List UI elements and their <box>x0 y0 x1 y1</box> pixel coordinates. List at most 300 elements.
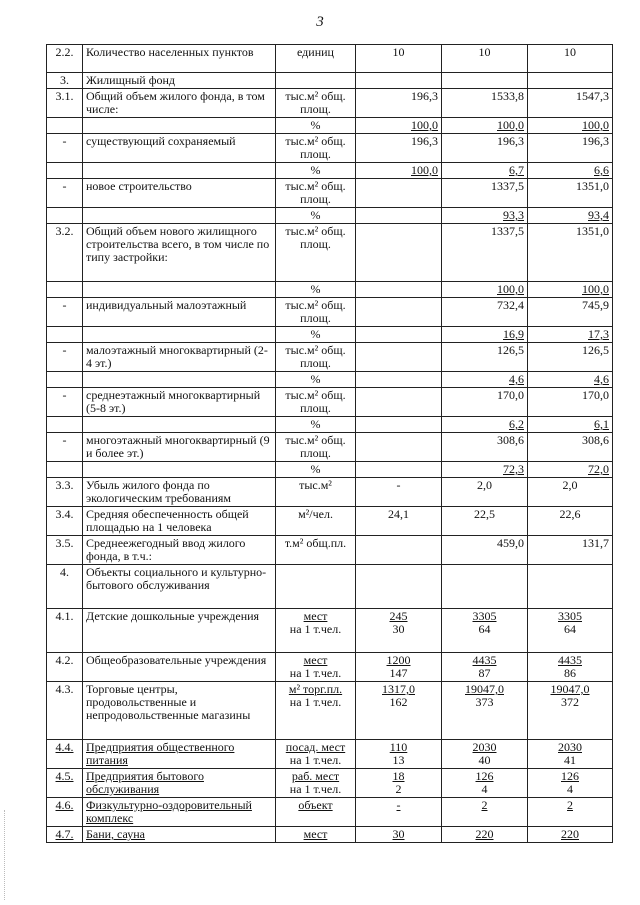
row-name <box>83 417 276 433</box>
table-row <box>47 740 613 769</box>
value-1 <box>356 298 442 327</box>
table-row <box>47 179 613 208</box>
value-text: 1337,5 <box>491 224 524 238</box>
row-name-text: малоэтажный многоквартирный (2-4 эт.) <box>86 343 268 370</box>
table-row <box>47 507 613 536</box>
row-name <box>83 343 276 372</box>
value-3 <box>528 327 613 343</box>
row-number <box>47 798 83 827</box>
value-1 <box>356 179 442 208</box>
row-unit <box>276 740 356 769</box>
row-name <box>83 372 276 388</box>
value-text: 22,6 <box>559 507 581 521</box>
value-text: 1533,8 <box>491 89 524 103</box>
value-text: 72,3 <box>503 462 524 476</box>
row-name <box>83 507 276 536</box>
row-number-text: - <box>62 134 67 148</box>
value-3 <box>528 343 613 372</box>
row-unit <box>276 798 356 827</box>
value-2 <box>442 433 528 462</box>
row-name <box>83 134 276 163</box>
row-number <box>47 163 83 179</box>
row-unit <box>276 118 356 134</box>
row-name-text: Общий объем жилого фонда, в том числе: <box>86 89 265 116</box>
value-2 <box>442 740 528 769</box>
value-2 <box>442 89 528 118</box>
value-text: 24,1 <box>388 507 409 521</box>
value-3 <box>528 118 613 134</box>
row-name <box>83 118 276 134</box>
value-1 <box>356 462 442 478</box>
value-text: 745,9 <box>582 298 609 312</box>
value-1 <box>356 73 442 89</box>
unit-numerator: мест <box>303 827 328 841</box>
page-number: 3 <box>316 14 324 30</box>
value-2 <box>442 179 528 208</box>
row-name-text: индивидуальный малоэтажный <box>86 298 247 312</box>
row-number-text: 4.1. <box>55 609 74 623</box>
value-denominator: 4 <box>481 782 488 796</box>
row-unit <box>276 89 356 118</box>
unit-text: тыс.м² общ. площ. <box>285 343 346 370</box>
row-number <box>47 134 83 163</box>
value-1 <box>356 682 442 740</box>
value-2 <box>442 208 528 224</box>
table-row <box>47 208 613 224</box>
value-denominator: 87 <box>478 666 491 680</box>
unit-numerator: посад. мест <box>285 740 346 754</box>
table-row <box>47 224 613 282</box>
value-1 <box>356 89 442 118</box>
value-denominator: 147 <box>389 666 408 680</box>
row-number-text: - <box>62 388 67 402</box>
row-number <box>47 73 83 89</box>
value-3 <box>528 388 613 417</box>
value-3 <box>528 609 613 653</box>
row-name <box>83 462 276 478</box>
table-body <box>47 45 613 843</box>
value-text: 93,4 <box>588 208 609 222</box>
value-text: 6,2 <box>509 417 524 431</box>
value-text: 732,4 <box>497 298 524 312</box>
value-numerator: 4435 <box>558 653 582 667</box>
value-denominator: 373 <box>475 695 494 709</box>
table-row <box>47 89 613 118</box>
row-name <box>83 89 276 118</box>
row-unit <box>276 507 356 536</box>
row-number-text: 4.4. <box>55 740 74 754</box>
value-numerator: 3305 <box>558 609 582 623</box>
value-text: 1351,0 <box>576 224 609 238</box>
unit-text: % <box>310 208 321 222</box>
row-number-text: 3.3. <box>55 478 74 492</box>
value-2 <box>442 417 528 433</box>
value-3 <box>528 682 613 740</box>
unit-text: единиц <box>297 45 334 59</box>
value-numerator: 19047,0 <box>550 682 590 696</box>
value-text: 196,3 <box>411 134 438 148</box>
value-2 <box>442 536 528 565</box>
row-unit <box>276 179 356 208</box>
row-unit <box>276 653 356 682</box>
row-unit <box>276 163 356 179</box>
value-2 <box>442 372 528 388</box>
row-unit <box>276 462 356 478</box>
row-number <box>47 298 83 327</box>
unit-text: % <box>310 282 321 296</box>
value-numerator: 245 <box>389 609 408 623</box>
value-text: 131,7 <box>582 536 609 550</box>
unit-text: % <box>310 118 321 132</box>
value-numerator: 2030 <box>558 740 582 754</box>
unit-numerator: раб. мест <box>291 769 340 783</box>
row-name <box>83 298 276 327</box>
row-name-text: Бани, сауна <box>86 827 145 841</box>
value-3 <box>528 478 613 507</box>
value-text: 1351,0 <box>576 179 609 193</box>
row-unit <box>276 417 356 433</box>
value-text: 170,0 <box>582 388 609 402</box>
unit-denominator: на 1 т.чел. <box>289 666 342 680</box>
row-number <box>47 208 83 224</box>
value-2 <box>442 73 528 89</box>
row-number-text: - <box>62 343 67 357</box>
value-1 <box>356 769 442 798</box>
row-unit <box>276 343 356 372</box>
row-number <box>47 653 83 682</box>
row-unit <box>276 73 356 89</box>
value-1 <box>356 433 442 462</box>
unit-denominator: на 1 т.чел. <box>289 695 342 709</box>
value-3 <box>528 740 613 769</box>
row-name <box>83 478 276 507</box>
table-row <box>47 682 613 740</box>
row-number <box>47 507 83 536</box>
row-number <box>47 417 83 433</box>
value-text: 16,9 <box>503 327 524 341</box>
value-1 <box>356 45 442 73</box>
row-number-text: 4.2. <box>55 653 74 667</box>
row-name <box>83 208 276 224</box>
value-denominator: 86 <box>564 666 576 680</box>
row-unit <box>276 298 356 327</box>
row-name <box>83 827 276 843</box>
row-name <box>83 163 276 179</box>
row-name-text: Общий объем нового жилищного строительства всего, в том числе по типу застройки: <box>86 224 270 264</box>
value-text: 17,3 <box>588 327 609 341</box>
value-2 <box>442 507 528 536</box>
value-1 <box>356 134 442 163</box>
value-2 <box>442 327 528 343</box>
row-number <box>47 343 83 372</box>
value-3 <box>528 45 613 73</box>
row-number <box>47 372 83 388</box>
value-3 <box>528 179 613 208</box>
table-row <box>47 433 613 462</box>
table-row <box>47 73 613 89</box>
value-denominator: 162 <box>389 695 408 709</box>
table-row <box>47 327 613 343</box>
table-row <box>47 45 613 73</box>
row-unit <box>276 327 356 343</box>
unit-text: тыс.м² общ. площ. <box>285 298 346 325</box>
value-2 <box>442 798 528 827</box>
row-number <box>47 45 83 73</box>
margin-mark <box>4 810 11 900</box>
row-name <box>83 798 276 827</box>
value-2 <box>442 282 528 298</box>
value-1 <box>356 653 442 682</box>
row-name <box>83 565 276 609</box>
value-1 <box>356 827 442 843</box>
row-number <box>47 462 83 478</box>
table-row <box>47 343 613 372</box>
table-row <box>47 609 613 653</box>
row-number <box>47 609 83 653</box>
table-row <box>47 298 613 327</box>
value-text: - <box>396 478 401 492</box>
value-2 <box>442 827 528 843</box>
value-2 <box>442 343 528 372</box>
value-denominator: 41 <box>564 753 576 767</box>
row-name-text: Предприятия бытового обслуживания <box>86 769 204 796</box>
row-name <box>83 73 276 89</box>
value-text: 72,0 <box>588 462 609 476</box>
value-3 <box>528 507 613 536</box>
row-name <box>83 769 276 798</box>
unit-text: % <box>310 462 321 476</box>
row-name-text: Объекты социального и культурно- бытового обслуживания <box>86 565 267 592</box>
unit-denominator: на 1 т.чел. <box>289 782 342 796</box>
row-number-text: 3. <box>60 73 69 87</box>
row-unit <box>276 224 356 282</box>
row-unit <box>276 682 356 740</box>
value-text: 100,0 <box>582 282 609 296</box>
value-text: 308,6 <box>582 433 609 447</box>
value-text: 126,5 <box>497 343 524 357</box>
value-numerator: 1317,0 <box>382 682 415 696</box>
value-2 <box>442 118 528 134</box>
value-text: 196,3 <box>411 89 438 103</box>
table-row <box>47 134 613 163</box>
value-1 <box>356 417 442 433</box>
value-numerator: 1200 <box>386 653 411 667</box>
row-name <box>83 179 276 208</box>
value-denominator: 30 <box>392 622 405 636</box>
value-2 <box>442 298 528 327</box>
value-text: 10 <box>478 45 491 59</box>
value-3 <box>528 224 613 282</box>
value-3 <box>528 536 613 565</box>
row-number <box>47 89 83 118</box>
value-numerator: 3305 <box>472 609 497 623</box>
value-text: 126,5 <box>582 343 609 357</box>
value-text: 2,0 <box>562 478 578 492</box>
value-numerator: 220 <box>561 827 579 841</box>
value-text: 196,3 <box>582 134 609 148</box>
table-row <box>47 462 613 478</box>
indicators-table <box>46 44 613 843</box>
row-unit <box>276 827 356 843</box>
row-number <box>47 769 83 798</box>
value-text: 6,6 <box>594 163 609 177</box>
row-name-text: Физкультурно-оздоровительный комплекс <box>86 798 252 825</box>
value-numerator: 110 <box>389 740 408 754</box>
row-number <box>47 740 83 769</box>
row-number <box>47 282 83 298</box>
row-number-text: 4. <box>60 565 69 579</box>
value-3 <box>528 73 613 89</box>
value-numerator: - <box>396 798 401 812</box>
unit-text: тыс.м² общ. площ. <box>285 388 346 415</box>
row-name <box>83 433 276 462</box>
table-row <box>47 478 613 507</box>
value-1 <box>356 282 442 298</box>
row-number <box>47 388 83 417</box>
value-numerator: 18 <box>392 769 405 783</box>
value-denominator: 64 <box>564 622 576 636</box>
table-row <box>47 372 613 388</box>
value-numerator: 126 <box>561 769 579 783</box>
table-row <box>47 769 613 798</box>
row-number-text: 4.5. <box>55 769 74 783</box>
row-unit <box>276 609 356 653</box>
row-unit <box>276 134 356 163</box>
value-1 <box>356 327 442 343</box>
value-denominator: 13 <box>392 753 405 767</box>
row-name-text: Средняя обеспеченность общей площадью на 1 человека <box>86 507 249 534</box>
row-name-text: Детские дошкольные учреждения <box>86 609 260 623</box>
value-1 <box>356 208 442 224</box>
value-3 <box>528 769 613 798</box>
row-unit <box>276 769 356 798</box>
value-3 <box>528 798 613 827</box>
row-unit <box>276 565 356 609</box>
row-name <box>83 609 276 653</box>
value-2 <box>442 565 528 609</box>
row-name-text: Предприятия общественного питания <box>86 740 235 767</box>
value-text: 1547,3 <box>576 89 609 103</box>
value-text: 459,0 <box>497 536 524 550</box>
unit-text: тыс.м² общ. площ. <box>285 224 346 251</box>
value-1 <box>356 536 442 565</box>
value-2 <box>442 45 528 73</box>
unit-denominator: на 1 т.чел. <box>289 753 342 767</box>
row-name-text: новое строительство <box>86 179 192 193</box>
row-name-text: Общеобразовательные учреждения <box>86 653 267 667</box>
table-row <box>47 565 613 609</box>
unit-text: т.м² общ.пл. <box>284 536 347 550</box>
value-3 <box>528 208 613 224</box>
row-unit <box>276 45 356 73</box>
unit-text: % <box>310 163 321 177</box>
row-unit <box>276 208 356 224</box>
row-name <box>83 653 276 682</box>
value-text: 100,0 <box>411 118 438 132</box>
table-row <box>47 653 613 682</box>
row-name <box>83 740 276 769</box>
unit-text: тыс.м² общ. площ. <box>285 433 346 460</box>
row-unit <box>276 536 356 565</box>
row-number-text: 2.2. <box>55 45 74 59</box>
unit-numerator: мест <box>303 653 328 667</box>
value-text: 100,0 <box>582 118 609 132</box>
row-name-text: среднеэтажный многоквартирный (5-8 эт.) <box>86 388 261 415</box>
value-numerator: 19047,0 <box>465 682 504 696</box>
value-numerator: 4435 <box>472 653 497 667</box>
row-number <box>47 536 83 565</box>
row-number <box>47 327 83 343</box>
value-3 <box>528 827 613 843</box>
value-1 <box>356 388 442 417</box>
value-text: 196,3 <box>497 134 524 148</box>
value-denominator: 2 <box>395 782 402 796</box>
value-3 <box>528 134 613 163</box>
value-1 <box>356 343 442 372</box>
value-text: 6,7 <box>509 163 524 177</box>
row-unit <box>276 372 356 388</box>
row-number-text: - <box>62 433 67 447</box>
value-1 <box>356 798 442 827</box>
value-2 <box>442 769 528 798</box>
row-number <box>47 827 83 843</box>
value-numerator: 2 <box>481 798 488 812</box>
row-number-text: 4.6. <box>55 798 74 812</box>
value-numerator: 126 <box>475 769 494 783</box>
value-numerator: 220 <box>475 827 494 841</box>
table-row <box>47 163 613 179</box>
row-name <box>83 327 276 343</box>
table-row <box>47 118 613 134</box>
row-number <box>47 118 83 134</box>
row-name-text: Жилищный фонд <box>86 73 176 87</box>
unit-numerator: объект <box>298 798 333 812</box>
row-number-text: 4.3. <box>55 682 74 696</box>
value-text: 93,3 <box>503 208 524 222</box>
value-denominator: 64 <box>478 622 491 636</box>
row-number-text: - <box>62 298 67 312</box>
value-1 <box>356 163 442 179</box>
unit-numerator: мест <box>303 609 328 623</box>
row-name <box>83 388 276 417</box>
row-number <box>47 682 83 740</box>
value-1 <box>356 565 442 609</box>
value-text: 4,6 <box>594 372 609 386</box>
value-1 <box>356 372 442 388</box>
value-denominator: 4 <box>567 782 573 796</box>
row-number-text: 3.1. <box>55 89 74 103</box>
unit-text: % <box>310 417 321 431</box>
unit-text: % <box>310 327 321 341</box>
value-3 <box>528 372 613 388</box>
value-text: 10 <box>392 45 405 59</box>
value-2 <box>442 134 528 163</box>
table-row <box>47 388 613 417</box>
value-2 <box>442 609 528 653</box>
row-unit <box>276 478 356 507</box>
value-text: 100,0 <box>497 282 524 296</box>
row-number-text: 3.4. <box>55 507 74 521</box>
value-2 <box>442 388 528 417</box>
value-text: 100,0 <box>497 118 524 132</box>
value-text: 100,0 <box>411 163 438 177</box>
value-text: 22,5 <box>474 507 495 521</box>
row-name-text: Торговые центры, продовольственные и непродовольственные магазины <box>86 682 251 722</box>
value-denominator: 372 <box>561 695 579 709</box>
unit-text: тыс.м² общ. площ. <box>285 179 346 206</box>
value-2 <box>442 462 528 478</box>
value-3 <box>528 433 613 462</box>
